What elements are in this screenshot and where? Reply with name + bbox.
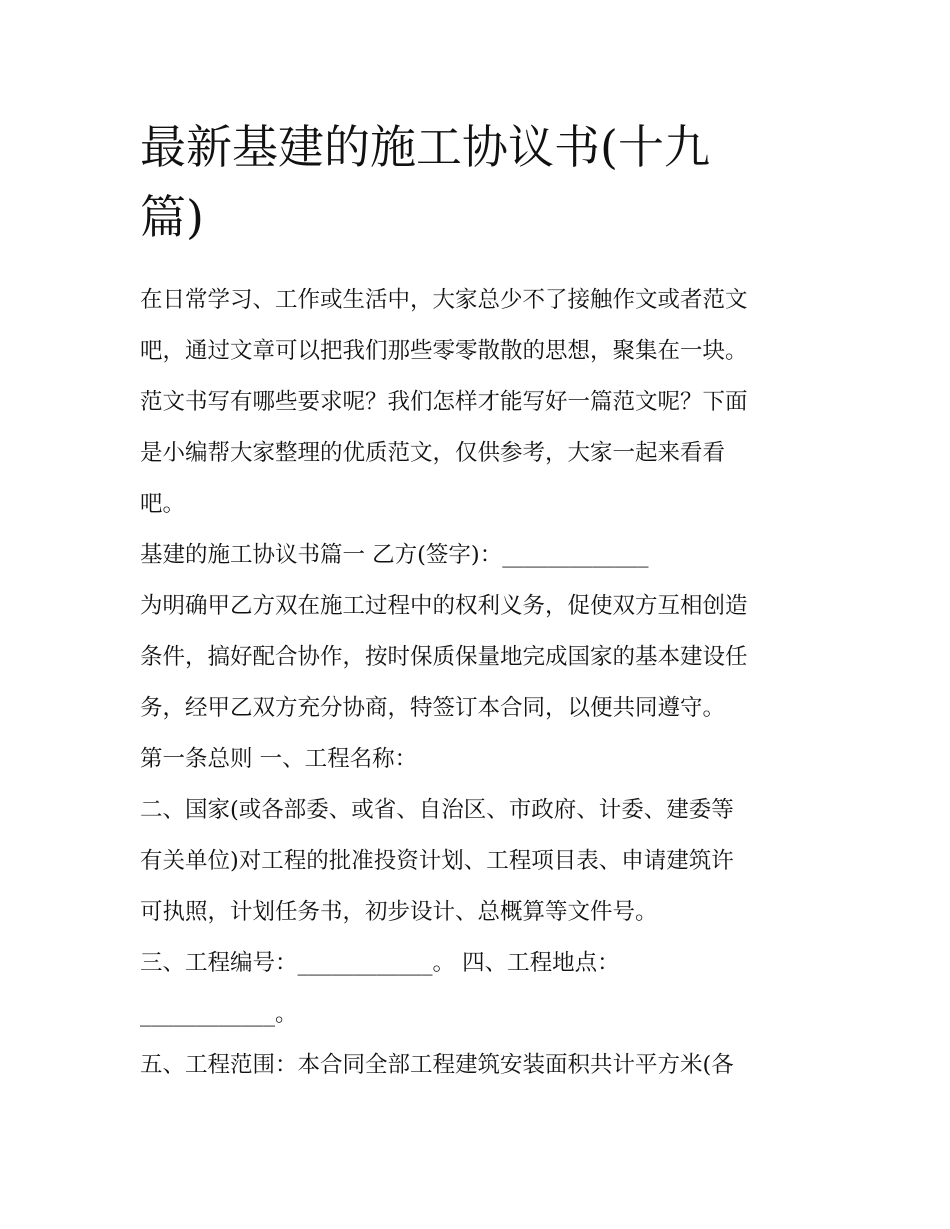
- item-three-four-paragraph: [140, 938, 815, 1040]
- purpose-line-1: 为明确甲乙方双在施工过程中的权利义务，促使双方互相创造: [140, 593, 748, 619]
- purpose-line-2: 条件，搞好配合协作，按时保质保量地完成国家的基本建设任: [140, 644, 748, 670]
- item-two-line-1: 二、国家(或各部委、或省、自治区、市政府、计委、建委等: [140, 797, 734, 823]
- item-three-four-line-1: 三、工程编号：____________。 四、工程地点：: [140, 950, 620, 976]
- item-two-line-2: 有关单位)对工程的批准投资计划、工程项目表、申请建筑许: [140, 848, 734, 874]
- item-five: 五、工程范围：本合同全部工程建筑安装面积共计平方米(各: [140, 1052, 734, 1078]
- item-two-paragraph: [140, 785, 815, 938]
- title-line-2: 篇): [140, 190, 204, 244]
- intro-line-5: 吧。: [140, 491, 186, 517]
- article-one: 第一条总则 一、工程名称：: [140, 746, 418, 772]
- document-body: [140, 275, 815, 1091]
- item-two-line-3: 可执照，计划任务书，初步设计、总概算等文件号。: [140, 899, 658, 925]
- title-line-1: 最新基建的施工协议书(十九: [140, 120, 710, 174]
- document-title: [140, 112, 820, 252]
- section-heading-paragraph: [140, 530, 815, 581]
- intro-line-2: 吧，通过文章可以把我们那些零零散散的思想，聚集在一块。: [140, 338, 748, 364]
- item-three-four-line-2: ____________。: [140, 1001, 298, 1027]
- purpose-paragraph: [140, 581, 815, 734]
- article-one-paragraph: [140, 734, 815, 785]
- purpose-line-3: 务，经甲乙双方充分协商，特签订本合同，以便共同遵守。: [140, 695, 726, 721]
- intro-line-1: 在日常学习、工作或生活中，大家总少不了接触作文或者范文: [140, 287, 748, 313]
- section-heading: 基建的施工协议书篇一 乙方(签字)：_____________: [140, 542, 649, 568]
- intro-line-3: 范文书写有哪些要求呢？我们怎样才能写好一篇范文呢？下面: [140, 389, 748, 415]
- intro-paragraph: [140, 275, 815, 530]
- intro-line-4: 是小编帮大家整理的优质范文，仅供参考，大家一起来看看: [140, 440, 726, 466]
- item-five-paragraph: [140, 1040, 815, 1091]
